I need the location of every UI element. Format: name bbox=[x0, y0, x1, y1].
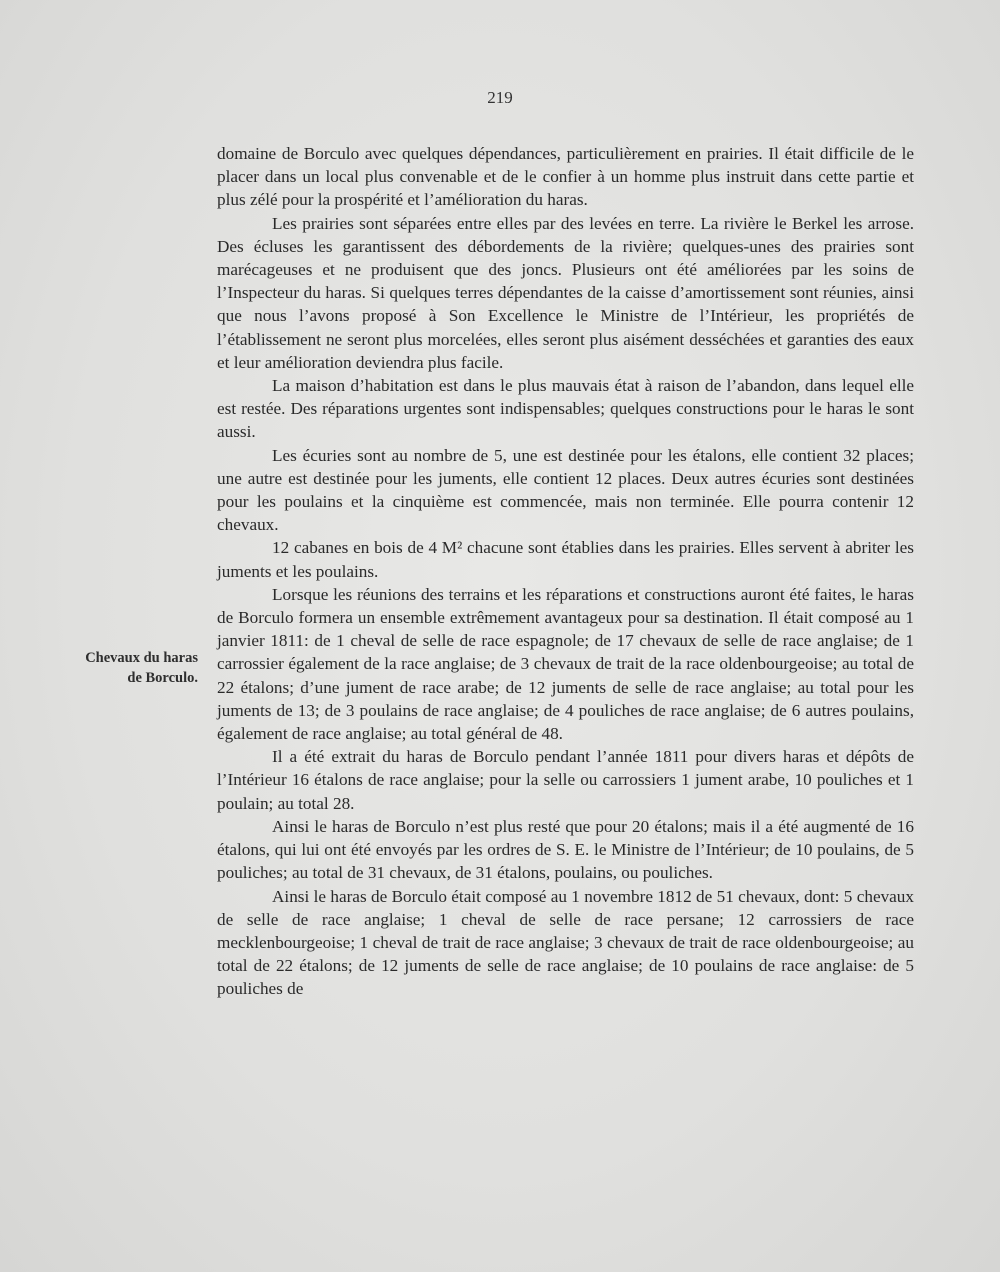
paragraph-3: La maison d’habitation est dans le plus mauvais état à raison de l’abandon, dans lequel elle est restée. Des réparations urgentes sont indispensables; quelques constructions pour le haras le sont aussi. bbox=[217, 376, 914, 442]
paragraph-9: Ainsi le haras de Borculo était composé au 1 novembre 1812 de 51 chevaux, dont: 5 chevaux de selle de race anglaise; 1 cheval de selle de race persane; 12 carrossiers de race mecklenbourgeoise; 1 cheval de trait de race anglaise; 3 chevaux de trait de race oldenbourgeoise; au total de 22 étalons; de 12 juments de selle de race anglaise; de 10 poulains de race anglaise: de 5 pouliches de bbox=[217, 886, 914, 999]
paragraph-7: Il a été extrait du haras de Borculo pendant l’année 1811 pour divers haras et dépôts de l’Intérieur 16 étalons de race anglaise; pour la selle ou carrossiers 1 jument arabe, 10 pouliches et 1 poulain; au total 28. bbox=[217, 747, 914, 813]
margin-note bbox=[58, 648, 198, 688]
page-number: 219 bbox=[487, 88, 513, 107]
paragraph-1: domaine de Borculo avec quelques dépendances, particulièrement en prairies. Il était difficile de le placer dans un local plus convenable et de le confier à un homme plus instruit dans cette partie et plus zélé pour la prospérité et l’amélioration du haras. bbox=[217, 144, 914, 210]
paragraph-5: 12 cabanes en bois de 4 M² chacune sont établies dans les prairies. Elles servent à abriter les juments et les poulains. bbox=[217, 538, 914, 581]
paragraph-8: Ainsi le haras de Borculo n’est plus resté que pour 20 étalons; mais il a été augmenté de 16 étalons, qui lui ont été envoyés par les ordres de S. E. le Ministre de l’Intérieur; de 10 poulains, de 5 pouliches; au total de 31 chevaux, de 31 étalons, poulains, ou pouliches. bbox=[217, 816, 914, 883]
margin-note-line-1: Chevaux du haras bbox=[85, 650, 198, 666]
body-text bbox=[217, 142, 914, 1001]
paragraph-4: Les écuries sont au nombre de 5, une est destinée pour les étalons, elle contient 32 places; une autre est destinée pour les juments, elle contient 12 places. Deux autres écuries sont destinées pour les poulains et la cinquième est commencée, mais non terminée. Elle pourra contenir 12 chevaux. bbox=[217, 445, 914, 535]
margin-note-line-2: de Borculo. bbox=[127, 670, 198, 686]
paragraph-6: Lorsque les réunions des terrains et les réparations et constructions auront été faites, le haras de Borculo formera un ensemble extrêmement avantageux pour sa destination. Il était composé au 1 janvier 1811: de 1 cheval de selle de race espagnole; de 17 chevaux de selle de race anglaise; de 1 carrossier également de la race anglaise; de 3 chevaux de trait de la race oldenbourgeoise; au total de 22 étalons; d’une jument de race arabe; de 12 juments de selle de race anglaise; au total pour les juments de 13; de 3 poulains de race anglaise; de 4 pouliches de race anglaise; de 6 autres poulains, également de race anglaise; au total général de 48. bbox=[217, 584, 914, 744]
paragraph-2: Les prairies sont séparées entre elles par des levées en terre. La rivière le Berkel les arrose. Des écluses les garantissent des débordements de la rivière; quelques-unes des prairies sont marécageuses et ne produisent que des joncs. Plusieurs ont été améliorées par les soins de l’Inspecteur du haras. Si quelques terres dépendantes de la caisse d’amortissement sont réunies, ainsi que nous l’avons proposé à Son Excellence le Ministre de l’Intérieur, les propriétés de l’établissement ne seront plus morcelées, elles seront plus aisément desséchées et garanties des eaux et leur amélioration deviendra plus facile. bbox=[217, 213, 914, 372]
